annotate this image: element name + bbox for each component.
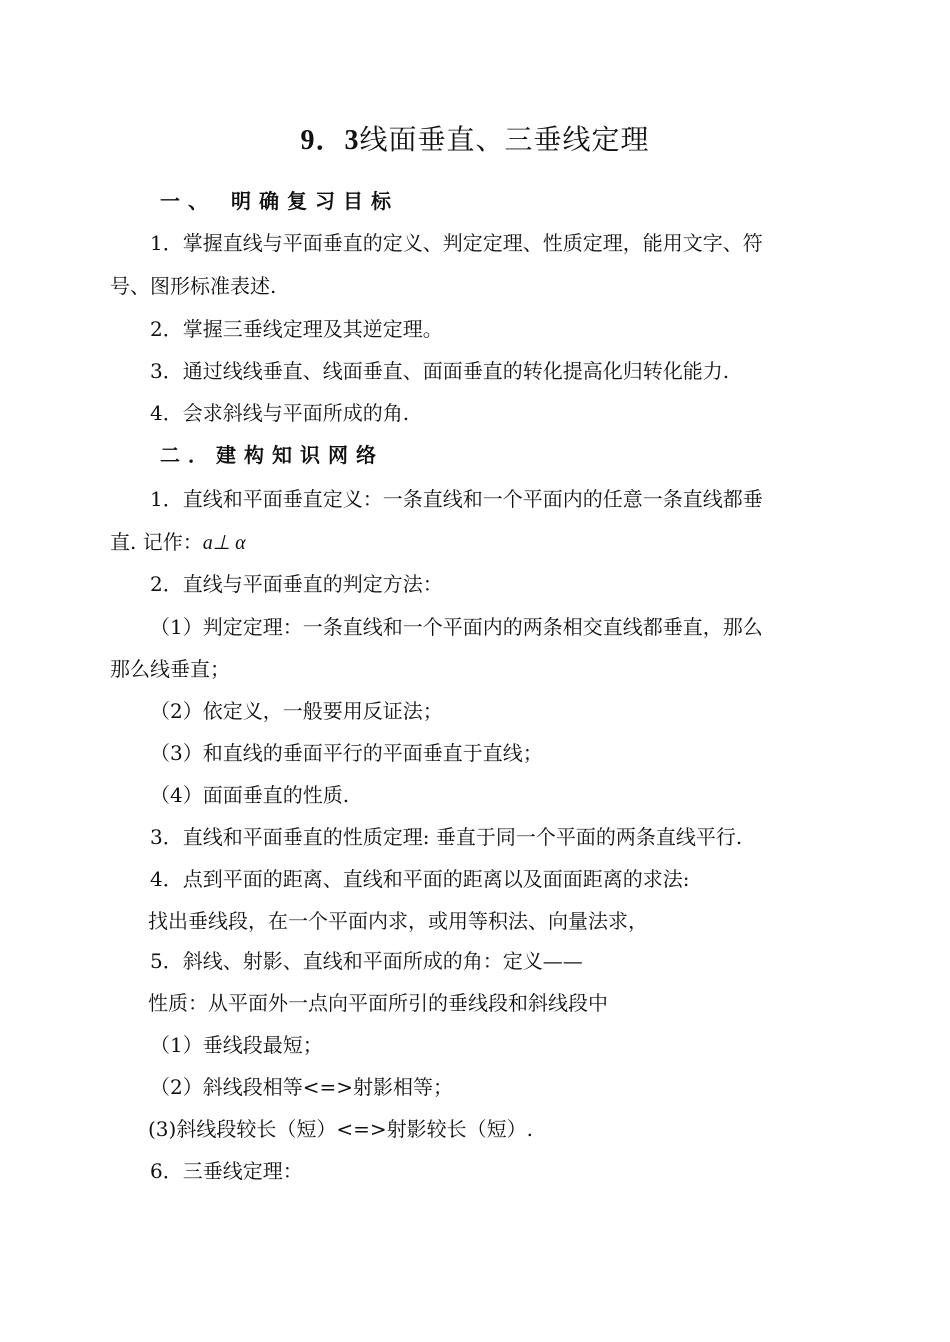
s2-item3: 3．直线和平面垂直的性质定理: 垂直于同一个平面的两条直线平行. — [150, 825, 743, 849]
s2-item6: 6．三垂线定理： — [150, 1159, 303, 1183]
s2-item5-2: （2）斜线段相等<=>射影相等； — [150, 1075, 453, 1099]
section2-heading: 二．建构知识网络 — [160, 443, 384, 467]
s2-item2-4: （4）面面垂直的性质. — [150, 783, 350, 807]
s2-item2-2: （2）依定义，一般要用反证法； — [150, 699, 443, 723]
s2-item5-property: 性质：从平面外一点向平面所引的垂线段和斜线段中 — [148, 991, 608, 1015]
section1-heading: 一、 明确复习目标 — [160, 189, 399, 213]
s1-item2: 2．掌握三垂线定理及其逆定理。 — [150, 317, 443, 341]
s2-item4-detail: 找出垂线段，在一个平面内求，或用等积法、向量法求， — [148, 909, 648, 933]
s2-item1-line2 — [110, 527, 840, 558]
s1-item4: 4．会求斜线与平面所成的角. — [150, 401, 410, 425]
title-text: 线面垂直、三垂线定理 — [359, 123, 650, 156]
s1-item3: 3．通过线线垂直、线面垂直、面面垂直的转化提高化归转化能力. — [150, 359, 730, 383]
s2-item1-line1: 1．直线和平面垂直定义：一条直线和一个平面内的任意一条直线都垂 — [150, 487, 763, 511]
s2-item5-3: (3)斜线段较长（短）<=>射影较长（短）. — [148, 1117, 533, 1141]
s2-item5: 5．斜线、射影、直线和平面所成的角：定义—— — [150, 949, 583, 973]
s2-item5-1: （1）垂线段最短； — [150, 1033, 323, 1057]
s2-item4: 4．点到平面的距离、直线和平面的距离以及面面距离的求法: — [150, 867, 690, 891]
s2-item2-3: （3）和直线的垂面平行的平面垂直于直线； — [150, 741, 543, 765]
s2-item2-1-line2: 那么线垂直； — [110, 657, 230, 681]
s1-item1-line1: 1．掌握直线与平面垂直的定义、判定定理、性质定理，能用文字、符 — [150, 231, 763, 255]
perpendicular-notation: a⊥ α — [202, 532, 246, 554]
page-title — [0, 118, 950, 163]
title-number: 9．3 — [300, 125, 360, 156]
s2-item1-text: 直. 记作： — [110, 530, 203, 554]
s2-item2: 2．直线与平面垂直的判定方法： — [150, 572, 443, 596]
s2-item2-1-line1: （1）判定定理：一条直线和一个平面内的两条相交直线都垂直，那么 — [150, 615, 763, 639]
s1-item1-line2: 号、图形标准表述. — [110, 274, 277, 298]
